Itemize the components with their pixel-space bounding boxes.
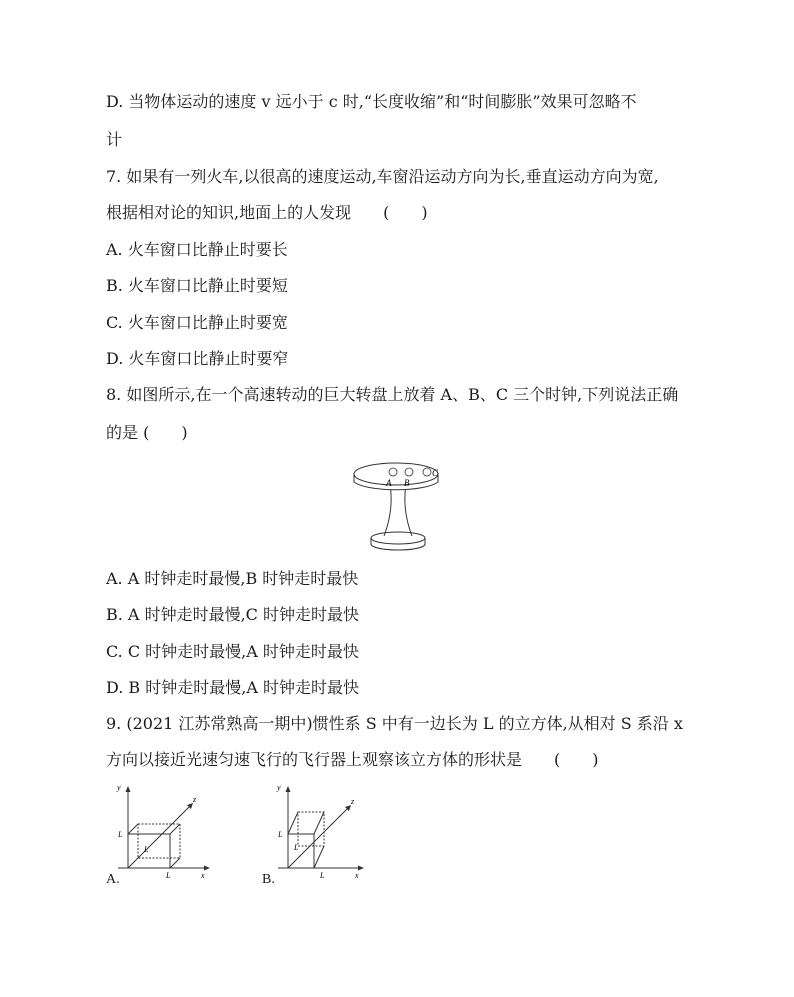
cube-figure-b bbox=[262, 780, 374, 888]
axis-y-label: y bbox=[277, 783, 281, 792]
label-clock-c: C bbox=[432, 468, 439, 478]
line-q7-b: B. 火车窗口比静止时要短 bbox=[106, 276, 288, 295]
option-b-label: B. bbox=[262, 872, 275, 887]
label-l-z: L bbox=[144, 845, 149, 854]
axis-x-label: x bbox=[355, 871, 359, 880]
label-l-y: L bbox=[118, 830, 123, 839]
label-clock-a: A bbox=[386, 478, 392, 488]
line-q9-stem-1: 9. (2021 江苏常熟高一期中)惯性系 S 中有一边长为 L 的立方体,从相对 S 系沿 x bbox=[106, 714, 683, 733]
line-q8-a: A. A 时钟走时最慢,B 时钟走时最快 bbox=[106, 569, 359, 588]
label-l-z: L bbox=[294, 843, 299, 852]
option-a-label: A. bbox=[106, 872, 120, 887]
line-q8-d: D. B 时钟走时最慢,A 时钟走时最快 bbox=[106, 678, 360, 697]
line-q7-d: D. 火车窗口比静止时要窄 bbox=[106, 349, 289, 368]
line-q7-stem-1: 7. 如果有一列火车,以很高的速度运动,车窗沿运动方向为长,垂直运动方向为宽, bbox=[106, 167, 659, 186]
axis-y-label: y bbox=[117, 783, 121, 792]
line-q9-stem-2: 方向以接近光速匀速飞行的飞行器上观察该立方体的形状是 ( ) bbox=[106, 750, 599, 769]
axis-z-label: z bbox=[193, 795, 197, 804]
line-q6-d: D. 当物体运动的速度 v 远小于 c 时,“长度收缩”和“时间膨胀”效果可忽略不 bbox=[106, 92, 637, 111]
label-l-x: L bbox=[166, 871, 171, 880]
label-l-x: L bbox=[320, 871, 325, 880]
line-q7-a: A. 火车窗口比静止时要长 bbox=[106, 240, 288, 259]
cube-figure-a bbox=[106, 780, 218, 888]
label-l-y: L bbox=[278, 830, 283, 839]
line-q8-b: B. A 时钟走时最慢,C 时钟走时最快 bbox=[106, 605, 359, 624]
turntable-figure bbox=[352, 454, 448, 556]
axis-z-label: z bbox=[351, 797, 355, 806]
line-q8-c: C. C 时钟走时最慢,A 时钟走时最快 bbox=[106, 642, 359, 661]
line-q8-stem-2: 的是 ( ) bbox=[106, 423, 188, 442]
line-q7-stem-2: 根据相对论的知识,地面上的人发现 ( ) bbox=[106, 203, 428, 222]
line-q8-stem-1: 8. 如图所示,在一个高速转动的巨大转盘上放着 A、B、C 三个时钟,下列说法正确 bbox=[106, 385, 679, 404]
label-clock-b: B bbox=[404, 478, 410, 488]
line-q7-c: C. 火车窗口比静止时要宽 bbox=[106, 313, 288, 332]
line-q6-d-cont: 计 bbox=[106, 130, 123, 149]
axis-x-label: x bbox=[201, 871, 205, 880]
